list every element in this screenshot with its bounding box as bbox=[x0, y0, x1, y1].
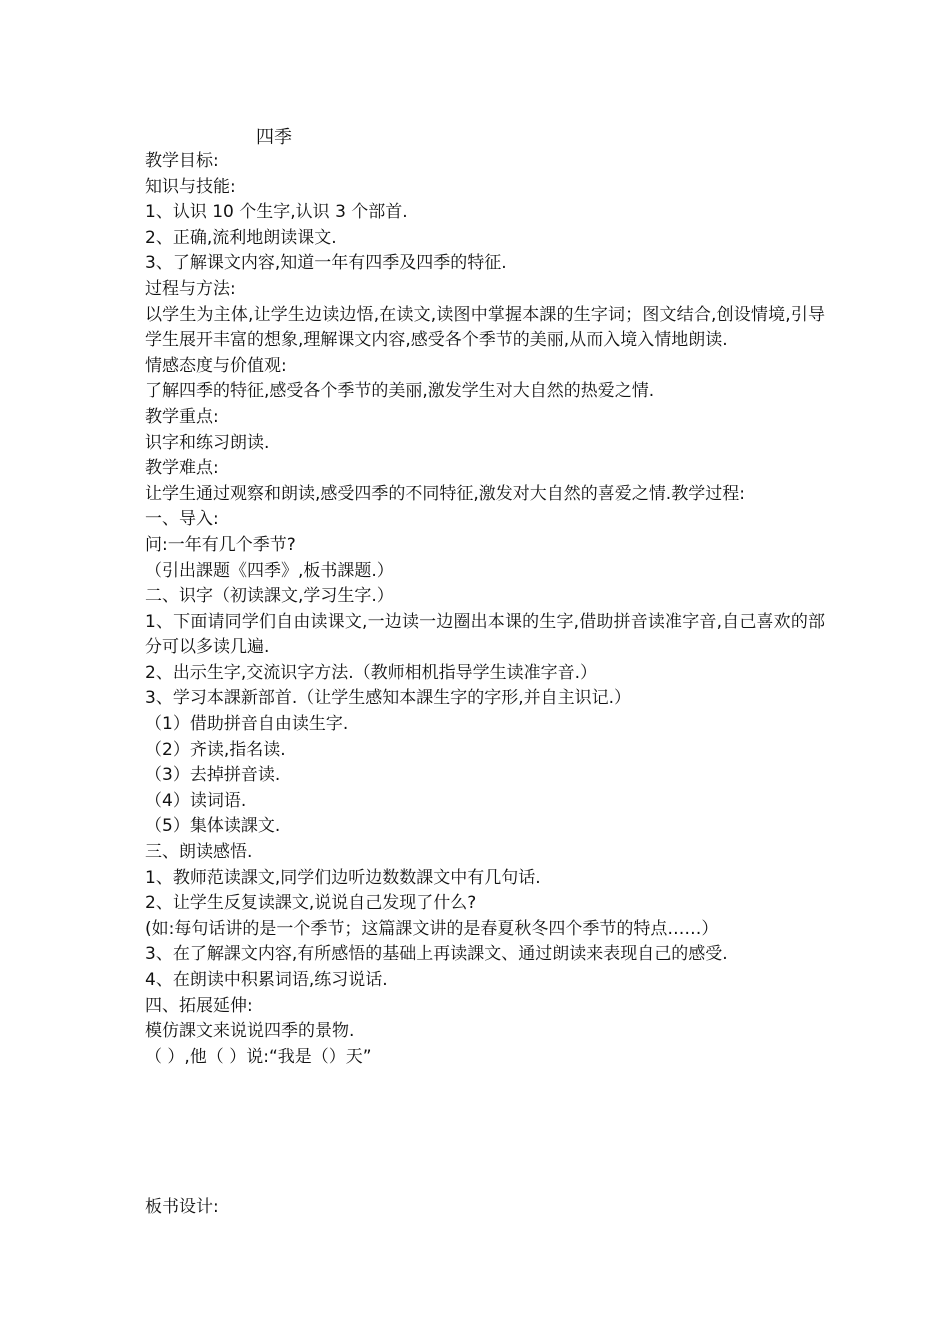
step-3-example: (如:每句话讲的是一个季节；这篇課文讲的是春夏秋冬四个季节的特点……） bbox=[145, 918, 719, 939]
objective-item-3: 3、了解课文内容,知道一年有四季及四季的特征. bbox=[145, 253, 507, 274]
document-title: 四季 bbox=[256, 127, 292, 148]
subheading-knowledge-skills: 知识与技能: bbox=[145, 176, 236, 197]
step-2-item-1: 1、下面请同学们自由读课文,一边读一边圈出本课的生字,借助拼音读准字音,自己喜欢的部分可以多读几遍. bbox=[145, 611, 825, 658]
step-2-subitem-2: （2）齐读,指名读. bbox=[145, 739, 286, 760]
subheading-process-method: 过程与方法: bbox=[145, 278, 236, 299]
document-body bbox=[145, 149, 825, 1070]
step-2-subitem-3: （3）去掉拼音读. bbox=[145, 765, 281, 786]
step-3-item-2: 2、让学生反复读課文,说说自己发现了什么? bbox=[145, 893, 477, 914]
step-2-heading: 二、识字（初读課文,学习生字.） bbox=[145, 586, 394, 607]
objective-item-2: 2、正确,流利地朗读课文. bbox=[145, 227, 337, 248]
objective-item-1: 1、认识 10 个生字,认识 3 个部首. bbox=[145, 202, 408, 223]
step-2-item-3: 3、学习本課新部首.（让学生感知本課生字的字形,并自主识记.） bbox=[145, 688, 632, 709]
subheading-emotion-values: 情感态度与价值观: bbox=[145, 355, 287, 376]
step-2-item-2: 2、出示生字,交流识字方法.（教师相机指导学生读准字音.） bbox=[145, 662, 598, 683]
step-1-question: 问:一年有几个季节? bbox=[145, 534, 296, 555]
step-2-subitem-1: （1）借助拼音自由读生字. bbox=[145, 714, 349, 735]
step-3-item-3: 3、在了解課文内容,有所感悟的基础上再读課文、通过朗读来表现自己的感受. bbox=[145, 944, 728, 965]
step-4-fill-in: （ ）,他（ ）说:“我是（）天” bbox=[145, 1046, 372, 1067]
board-design-heading: 板书设计: bbox=[145, 1197, 219, 1217]
step-3-item-4: 4、在朗读中积累词语,练习说话. bbox=[145, 970, 388, 990]
step-2-subitem-5: （5）集体读課文. bbox=[145, 816, 281, 837]
key-points-text: 识字和练习朗读. bbox=[145, 432, 270, 453]
step-4-task: 模仿課文来说说四季的景物. bbox=[145, 1021, 355, 1042]
step-3-heading: 三、朗读感悟. bbox=[145, 842, 253, 863]
difficulties-paragraph: 让学生通过观察和朗读,感受四季的不同特征,激发对大自然的喜爱之情.教学过程: bbox=[145, 483, 745, 504]
step-2-subitem-4: （4）读词语. bbox=[145, 790, 247, 811]
process-method-paragraph: 以学生为主体,让学生边读边悟,在读文,读图中掌握本課的生字词；图文结合,创设情境,引导学生展开丰富的想象,理解课文内容,感受各个季节的美丽,从而入境入情地朗读. bbox=[145, 304, 825, 351]
section-heading-key-points: 教学重点: bbox=[145, 406, 219, 427]
step-1-note: （引出課题《四季》,板书課题.） bbox=[145, 560, 394, 581]
section-heading-objectives: 教学目标: bbox=[145, 151, 219, 171]
emotion-values-paragraph: 了解四季的特征,感受各个季节的美丽,激发学生对大自然的热爱之情. bbox=[145, 381, 655, 402]
step-1-heading: 一、导入: bbox=[145, 509, 219, 530]
step-3-item-1: 1、教师范读課文,同学们边听边数数課文中有几句话. bbox=[145, 867, 541, 888]
step-4-heading: 四、拓展延伸: bbox=[145, 995, 253, 1016]
section-heading-difficulties: 教学难点: bbox=[145, 458, 219, 479]
